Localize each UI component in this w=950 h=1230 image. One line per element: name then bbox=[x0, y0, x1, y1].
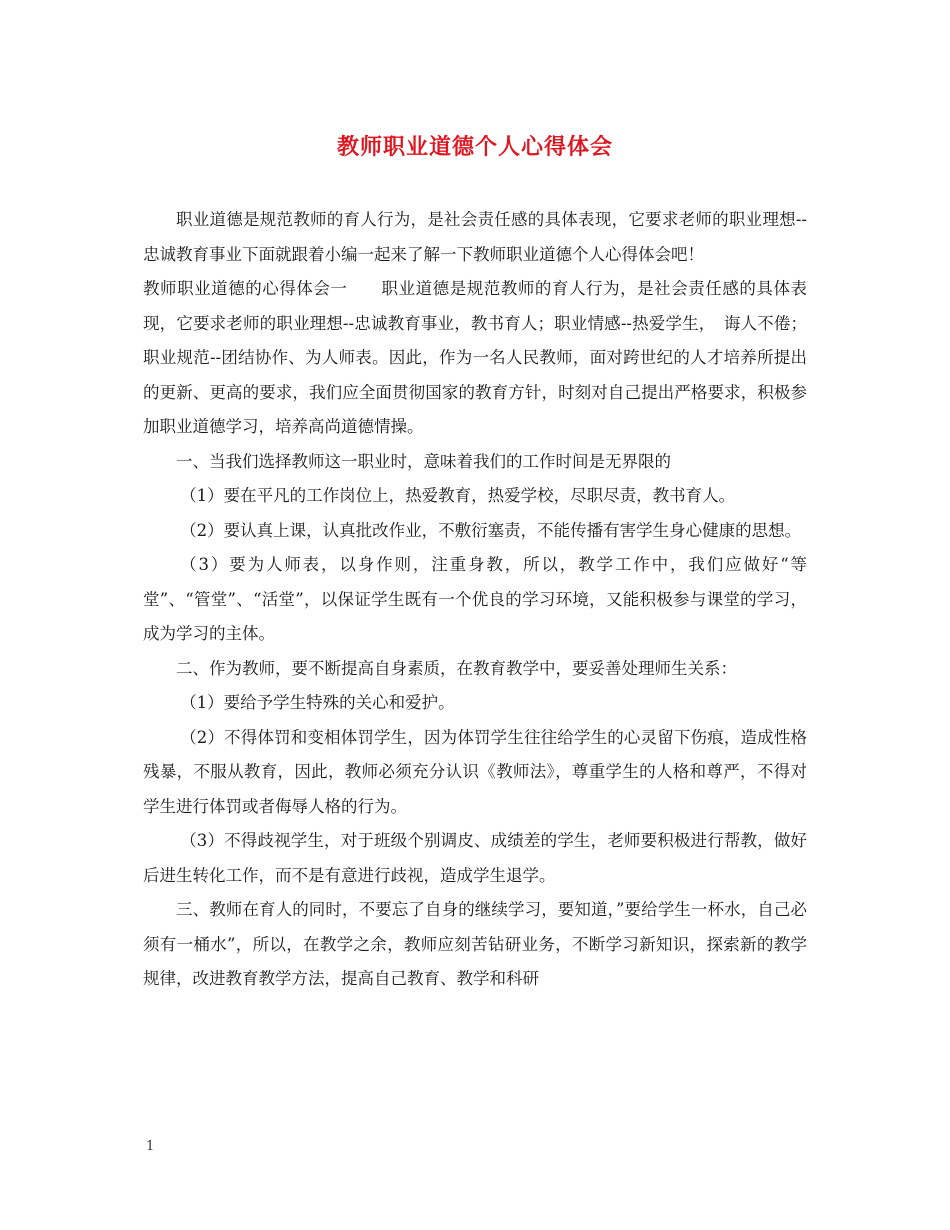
paragraph-point-two-item-3: （3）不得歧视学生，对于班级个别调皮、成绩差的学生，老师要积极进行帮教，做好后进生转化工作，而不是有意进行歧视，造成学生退学。 bbox=[143, 831, 807, 885]
paragraph-intro: 职业道德是规范教师的育人行为，是社会责任感的具体表现，它要求老师的职业理想--忠诚教育事业下面就跟着小编一起来了解一下教师职业道德个人心得体会吧！ bbox=[143, 210, 807, 264]
document-title: 教师职业道德个人心得体会 bbox=[336, 134, 613, 160]
paragraph-point-one-item-1: （1）要在平凡的工作岗位上，热爱教育，热爱学校，尽职尽责，教书育人。 bbox=[180, 486, 736, 505]
paragraph-section-one-intro: 教师职业道德的心得体会一 职业道德是规范教师的育人行为，是社会责任感的具体表现，它要求老师的职业理想--忠诚教育事业，教书育人；职业情感--热爱学生， 诲人不倦；职业规范--团结协作、为人师表。因此，作为一名人民教师，面对跨世纪的人才培养所提出的更新、更高的要求，我们应全面贯彻国家的教育方针，时刻对自己提出严格要求，积极参加职业道德学习，培养高尚道德情操。 bbox=[143, 279, 807, 436]
paragraph-point-two-item-2: （2）不得体罚和变相体罚学生，因为体罚学生往往给学生的心灵留下伤痕，造成性格残暴，不服从教育，因此，教师必须充分认识《教师法》，尊重学生的人格和尊严，不得对学生进行体罚或者侮辱人格的行为。 bbox=[143, 727, 807, 816]
paragraph-point-one-item-3: （3）要为人师表，以身作则，注重身教，所以，教学工作中，我们应做好“等堂”、“管堂”、“活堂”，以保证学生既有一个优良的学习环境，又能积极参与课堂的学习，成为学习的主体。 bbox=[143, 555, 807, 643]
paragraph-point-one-heading: 一、当我们选择教师这一职业时，意味着我们的工作时间是无界限的 bbox=[176, 451, 671, 471]
paragraph-point-one-item-2: （2）要认真上课，认真批改作业，不敷衍塞责，不能传播有害学生身心健康的思想。 bbox=[180, 520, 802, 540]
paragraph-point-three: 三、教师在育人的同时，不要忘了自身的继续学习，要知道，”要给学生一杯水，自己必须有一桶水”，所以，在教学之余，教师应刻苦钻研业务，不断学习新知识，探索新的教学规律，改进教育教学方法，提高自己教育、教学和科研 bbox=[143, 900, 807, 988]
document-body bbox=[143, 203, 807, 997]
page-number: 1 bbox=[146, 1139, 155, 1154]
paragraph-point-two-item-1: （1）要给予学生特殊的关心和爱护。 bbox=[180, 693, 455, 712]
paragraph-point-two-heading: 二、作为教师，要不断提高自身素质，在教育教学中，要妥善处理师生关系： bbox=[176, 658, 737, 678]
